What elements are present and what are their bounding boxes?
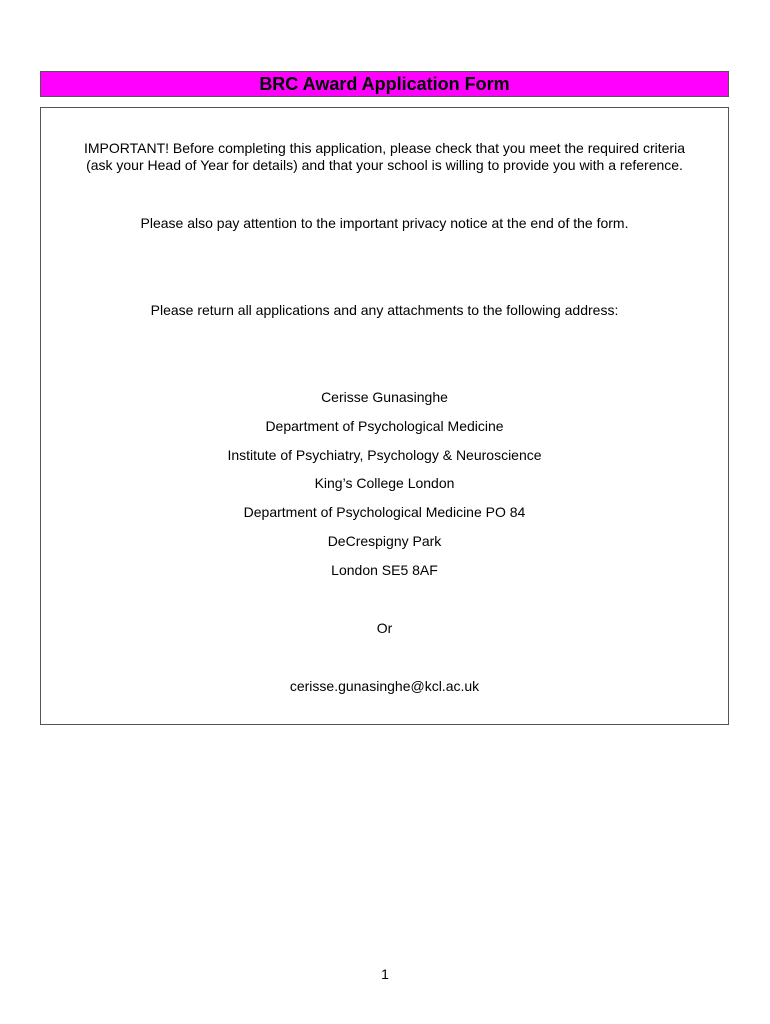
contact-email: cerisse.gunasinghe@kcl.ac.uk [289, 678, 480, 694]
address-line-po: Department of Psychological Medicine PO 84 [243, 504, 526, 520]
or-separator: Or [376, 620, 393, 636]
address-line-city-postcode: London SE5 8AF [331, 562, 438, 578]
return-instructions-text: Please return all applications and any attachments to the following address: [150, 302, 619, 318]
important-notice-line-1: IMPORTANT! Before completing this application, please check that you meet the required criteria [84, 140, 685, 156]
address-line-name: Cerisse Gunasinghe [321, 389, 448, 405]
important-notice-line-2: (ask your Head of Year for details) and that your school is willing to provide you with a reference. [86, 157, 683, 173]
page-number: 1 [381, 966, 389, 982]
privacy-notice-text: Please also pay attention to the important privacy notice at the end of the form. [140, 215, 629, 231]
instructions-box [40, 107, 729, 725]
address-line-department: Department of Psychological Medicine [265, 418, 504, 434]
form-title: BRC Award Application Form [259, 74, 510, 94]
address-line-institute: Institute of Psychiatry, Psychology & Neuroscience [227, 447, 542, 463]
address-line-street: DeCrespigny Park [327, 533, 442, 549]
form-title-bar [40, 71, 729, 97]
address-line-college: King’s College London [314, 475, 455, 491]
